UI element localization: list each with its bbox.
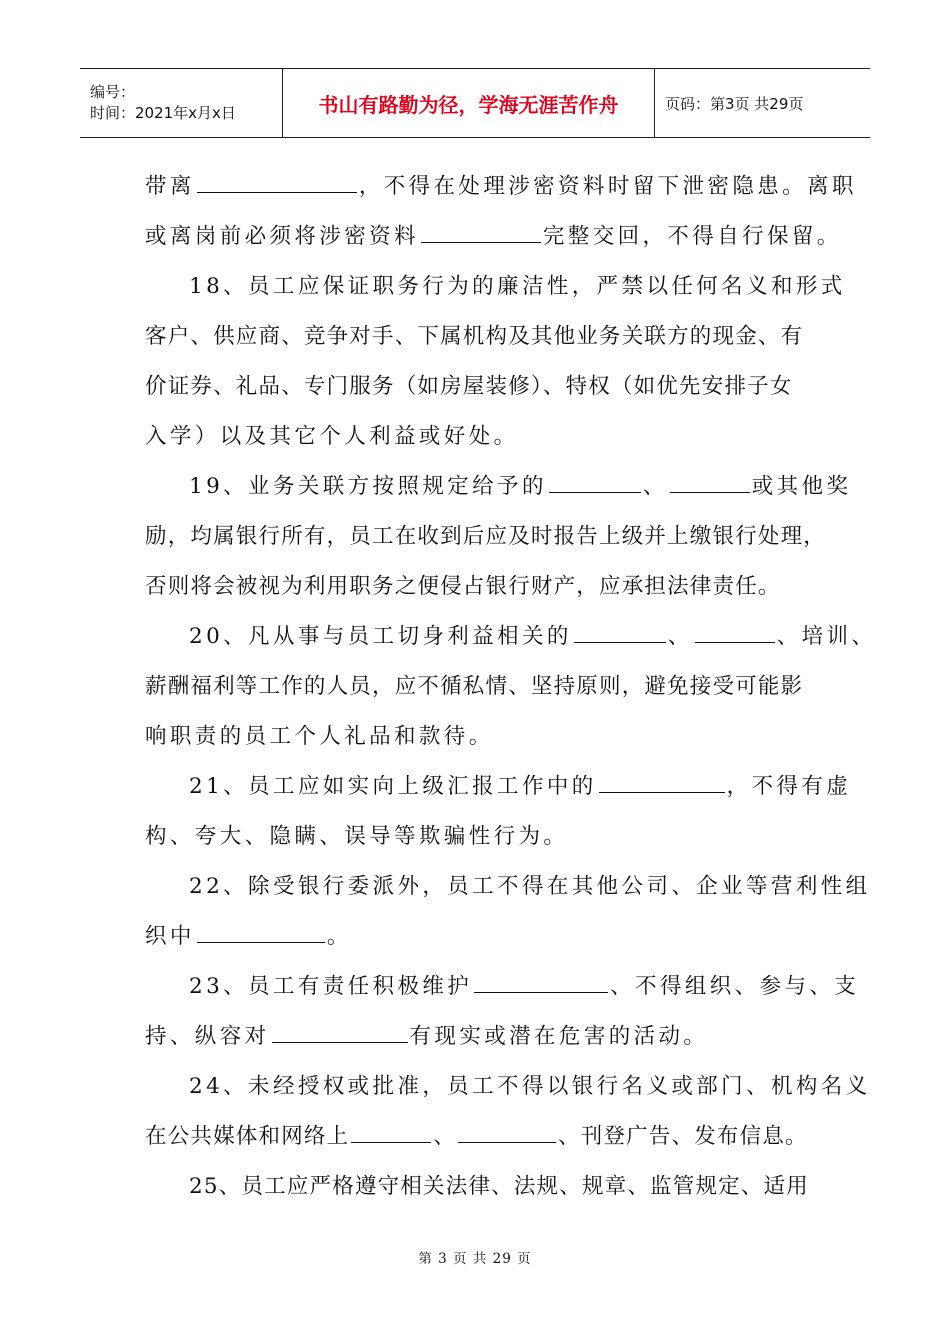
text-segment: 23、员工有责任积极维护 [189, 974, 473, 999]
text-segment: 25、员工应严格遵守相关法律、法规、规章、监管规定、适用 [189, 1174, 809, 1199]
text-segment: 在公共媒体和网络上 [145, 1124, 350, 1149]
page-footer: 第 3 页 共 29 页 [418, 1251, 532, 1267]
blank-field [272, 1015, 408, 1043]
text-line [145, 514, 827, 564]
blank-field [599, 765, 725, 793]
text-segment: 、 [667, 624, 693, 649]
text-segment: 、 [433, 1124, 457, 1149]
text-segment: 。 [326, 924, 352, 949]
text-line [145, 314, 811, 364]
text-line [145, 464, 852, 514]
text-segment: 或离岗前必须将涉密资料 [145, 224, 419, 249]
text-segment: 24、未经授权或批准，员工不得以银行名义或部门、机构名义 [189, 1074, 871, 1099]
text-segment: 织中 [145, 924, 195, 949]
text-segment: 响职责的员工个人礼品和款待。 [145, 724, 494, 749]
text-segment: 否则将会被视为利用职务之便侵占银行财产，应承担法律责任。 [145, 574, 781, 599]
text-segment: 、培训、 [776, 624, 877, 649]
blank-field [549, 465, 641, 493]
text-line [145, 814, 811, 864]
text-line [145, 614, 877, 664]
text-segment: 构、夸大、隐瞒、误导等欺骗性行为。 [145, 824, 569, 849]
text-segment: ，不得有虚 [726, 774, 852, 799]
text-line [145, 914, 811, 964]
text-segment: 价证券、礼品、专门服务（如房屋装修）、特权（如优先安排子女 [145, 374, 793, 399]
text-segment: 入学）以及其它个人利益或好处。 [145, 424, 519, 449]
text-segment: 带离 [145, 174, 195, 199]
blank-field [197, 915, 325, 943]
text-segment: 有现实或潜在危害的活动。 [409, 1024, 709, 1049]
text-line [145, 264, 846, 314]
header-meta [80, 69, 283, 137]
text-segment: 、 [642, 474, 668, 499]
text-line [145, 664, 811, 714]
document-body [145, 164, 877, 1214]
blank-field [670, 465, 750, 493]
text-segment: 21、员工应如实向上级汇报工作中的 [189, 774, 597, 799]
text-line [145, 1164, 811, 1214]
document-time-label: 时间：2021年x月x日 [90, 104, 236, 122]
text-segment: 19、业务关联方按照规定给予的 [189, 474, 547, 499]
text-line [145, 1114, 811, 1164]
blank-field [458, 1115, 556, 1143]
text-line [145, 964, 860, 1014]
text-segment: 、刊登广告、发布信息。 [558, 1124, 808, 1149]
text-segment: 完整交回，不得自行保留。 [542, 224, 842, 249]
header-motto: 书山有路勤为径，学海无涯苦作舟 [283, 69, 655, 137]
text-line [145, 714, 811, 764]
document-header [80, 68, 870, 138]
text-line [145, 1064, 871, 1114]
text-segment: 20、凡从事与员工切身利益相关的 [189, 624, 572, 649]
text-line [145, 164, 857, 214]
text-line [145, 564, 811, 614]
blank-field [421, 215, 541, 243]
text-line [145, 364, 811, 414]
text-line [145, 414, 811, 464]
text-line [145, 864, 871, 914]
text-segment: 或其他奖 [751, 474, 852, 499]
text-line [145, 214, 842, 264]
document-number-label: 编号： [90, 83, 136, 101]
text-line [145, 1014, 811, 1064]
blank-field [351, 1115, 431, 1143]
text-segment: 薪酬福利等工作的人员，应不循私情、坚持原则，避免接受可能影 [145, 674, 804, 699]
text-segment: 持、纵容对 [145, 1024, 270, 1049]
text-segment: 18、员工应保证职务行为的廉洁性，严禁以任何名义和形式 [189, 274, 846, 299]
blank-field [574, 615, 666, 643]
text-segment: 22、除受银行委派外，员工不得在其他公司、企业等营利性组 [189, 874, 871, 899]
blank-field [474, 965, 608, 993]
text-segment: ，不得在处理涉密资料时留下泄密隐患。离职 [358, 174, 857, 199]
blank-field [695, 615, 775, 643]
blank-field [197, 165, 357, 193]
text-line [145, 764, 852, 814]
header-page-info: 页码：第3页 共29页 [665, 94, 804, 113]
text-segment: 客户、供应商、竞争对手、下属机构及其他业务关联方的现金、有 [145, 324, 804, 349]
text-segment: 、不得组织、参与、支 [610, 974, 860, 999]
text-segment: 励，均属银行所有，员工在收到后应及时报告上级并上缴银行处理， [145, 524, 827, 549]
